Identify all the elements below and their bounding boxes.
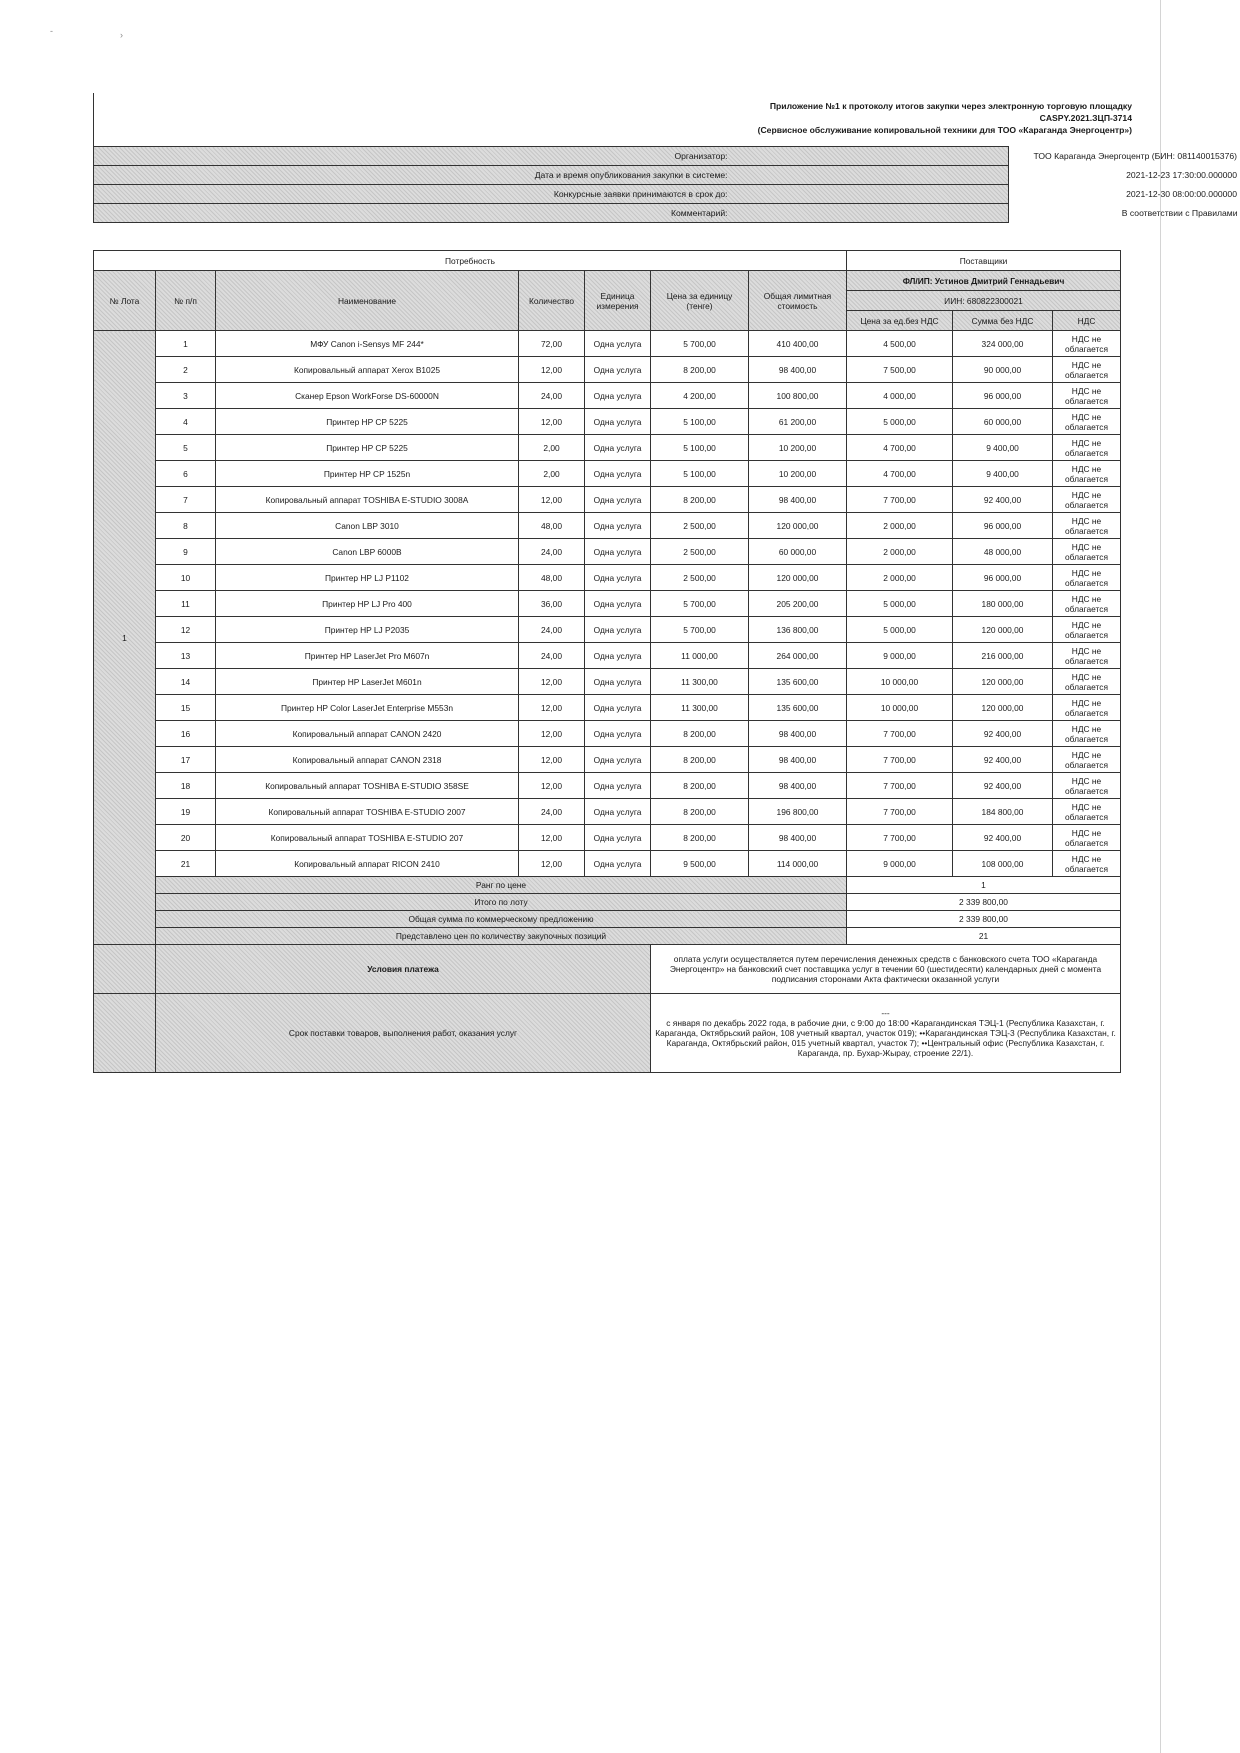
row-total-limit: 264 000,00: [749, 643, 847, 669]
row-unit: Одна услуга: [585, 695, 651, 721]
row-quantity: 24,00: [519, 617, 585, 643]
row-quantity: 12,00: [519, 669, 585, 695]
row-item-name: Копировальный аппарат TOSHIBA E-STUDIO 207: [216, 825, 519, 851]
table-row: [94, 825, 1121, 851]
row-item-name: Принтер HP CP 5225: [216, 409, 519, 435]
row-vat: НДС не облагается: [1053, 747, 1121, 773]
row-vat: НДС не облагается: [1053, 409, 1121, 435]
table-row: [94, 565, 1121, 591]
row-supplier-sum: 92 400,00: [953, 825, 1053, 851]
row-unit: Одна услуга: [585, 383, 651, 409]
table-row: [94, 357, 1121, 383]
row-unit-price: 2 500,00: [651, 539, 749, 565]
suppliers-header: Поставщики: [847, 251, 1121, 271]
row-quantity: 12,00: [519, 487, 585, 513]
row-supplier-sum: 180 000,00: [953, 591, 1053, 617]
blank-cell: [94, 945, 156, 994]
need-header: Потребность: [94, 251, 847, 271]
row-unit: Одна услуга: [585, 773, 651, 799]
row-supplier-price: 2 000,00: [847, 565, 953, 591]
row-number: 21: [156, 851, 216, 877]
row-supplier-price: 4 000,00: [847, 383, 953, 409]
row-total-limit: 205 200,00: [749, 591, 847, 617]
table-row: [94, 383, 1121, 409]
row-vat: НДС не облагается: [1053, 695, 1121, 721]
row-number: 16: [156, 721, 216, 747]
row-supplier-sum: 92 400,00: [953, 721, 1053, 747]
row-number: 12: [156, 617, 216, 643]
row-supplier-price: 7 700,00: [847, 721, 953, 747]
col-vat-header: НДС: [1053, 311, 1121, 331]
title-line-3: (Сервисное обслуживание копировальной техники для ТОО «Караганда Энергоцентр»): [757, 125, 1132, 135]
row-supplier-price: 9 000,00: [847, 643, 953, 669]
row-total-limit: 98 400,00: [749, 721, 847, 747]
row-total-limit: 10 200,00: [749, 435, 847, 461]
table-row: [94, 643, 1121, 669]
row-item-name: Принтер HP LJ Pro 400: [216, 591, 519, 617]
row-quantity: 12,00: [519, 357, 585, 383]
row-quantity: 12,00: [519, 409, 585, 435]
row-number: 7: [156, 487, 216, 513]
row-number: 8: [156, 513, 216, 539]
row-number: 14: [156, 669, 216, 695]
row-unit: Одна услуга: [585, 669, 651, 695]
row-number: 3: [156, 383, 216, 409]
row-unit: Одна услуга: [585, 487, 651, 513]
row-unit: Одна услуга: [585, 851, 651, 877]
info-row: [94, 204, 1240, 223]
row-vat: НДС не облагается: [1053, 565, 1121, 591]
row-supplier-sum: 92 400,00: [953, 487, 1053, 513]
col-qty-header: Количество: [519, 271, 585, 331]
page-edge: [1160, 0, 1161, 1753]
row-unit: Одна услуга: [585, 539, 651, 565]
lot-total-row: [94, 894, 1121, 911]
info-value: 2021-12-30 08:00:00.000000: [1126, 189, 1237, 199]
row-unit-price: 9 500,00: [651, 851, 749, 877]
row-quantity: 24,00: [519, 539, 585, 565]
lot-number: 1: [94, 331, 156, 945]
row-unit-price: 11 300,00: [651, 669, 749, 695]
row-total-limit: 120 000,00: [749, 513, 847, 539]
info-row: [94, 185, 1240, 204]
row-unit: Одна услуга: [585, 799, 651, 825]
row-unit: Одна услуга: [585, 643, 651, 669]
row-unit: Одна услуга: [585, 565, 651, 591]
row-total-limit: 10 200,00: [749, 461, 847, 487]
row-item-name: Принтер HP Color LaserJet Enterprise M553n: [216, 695, 519, 721]
info-label: Комментарий:: [94, 204, 1009, 223]
info-row: [94, 166, 1240, 185]
row-unit-price: 2 500,00: [651, 513, 749, 539]
row-total-limit: 98 400,00: [749, 747, 847, 773]
row-unit: Одна услуга: [585, 357, 651, 383]
row-total-limit: 98 400,00: [749, 357, 847, 383]
row-supplier-sum: 96 000,00: [953, 565, 1053, 591]
row-supplier-sum: 9 400,00: [953, 461, 1053, 487]
row-supplier-price: 7 700,00: [847, 799, 953, 825]
payment-terms-value: оплата услуги осуществляется путем перечисления денежных средств с банковского счета ТОО «Караганда Энергоцентр» на банковский счет поставщика услуг в течении 60 (шестидесяти) календарных дней с момента подписания сторонами Акта фактически оказанной услуги: [651, 945, 1121, 994]
row-item-name: Принтер HP LaserJet M601n: [216, 669, 519, 695]
row-unit-price: 5 700,00: [651, 331, 749, 357]
row-vat: НДС не облагается: [1053, 643, 1121, 669]
table-row: [94, 331, 1121, 357]
info-label: Организатор:: [94, 147, 1009, 166]
row-number: 9: [156, 539, 216, 565]
delivery-terms-cell: [651, 994, 1121, 1073]
row-number: 18: [156, 773, 216, 799]
blank-cell: [94, 994, 156, 1073]
info-label: Конкурсные заявки принимаются в срок до:: [94, 185, 1009, 204]
row-item-name: Принтер HP LaserJet Pro M607n: [216, 643, 519, 669]
row-vat: НДС не облагается: [1053, 617, 1121, 643]
row-number: 20: [156, 825, 216, 851]
table-row: [94, 773, 1121, 799]
row-unit-price: 5 700,00: [651, 591, 749, 617]
row-unit-price: 5 700,00: [651, 617, 749, 643]
row-supplier-sum: 90 000,00: [953, 357, 1053, 383]
row-total-limit: 100 800,00: [749, 383, 847, 409]
row-item-name: Сканер Epson WorkForse DS-60000N: [216, 383, 519, 409]
row-unit: Одна услуга: [585, 825, 651, 851]
table-row: [94, 461, 1121, 487]
row-number: 17: [156, 747, 216, 773]
payment-terms-row: [94, 945, 1121, 994]
table-row: [94, 435, 1121, 461]
row-item-name: Копировальный аппарат TOSHIBA E-STUDIO 2007: [216, 799, 519, 825]
row-unit-price: 8 200,00: [651, 825, 749, 851]
row-item-name: Canon LBP 3010: [216, 513, 519, 539]
row-supplier-sum: 108 000,00: [953, 851, 1053, 877]
row-unit-price: 8 200,00: [651, 799, 749, 825]
row-quantity: 12,00: [519, 851, 585, 877]
row-total-limit: 98 400,00: [749, 773, 847, 799]
positions-count-value: 21: [847, 928, 1121, 945]
row-supplier-sum: 60 000,00: [953, 409, 1053, 435]
row-unit: Одна услуга: [585, 331, 651, 357]
row-number: 2: [156, 357, 216, 383]
row-unit-price: 2 500,00: [651, 565, 749, 591]
title-line-2: CASPY.2021.ЗЦП-3714: [1039, 113, 1132, 123]
table-row: [94, 487, 1121, 513]
table-row: [94, 799, 1121, 825]
row-supplier-price: 4 700,00: [847, 461, 953, 487]
table-row: [94, 617, 1121, 643]
row-vat: НДС не облагается: [1053, 851, 1121, 877]
scan-artifact: -: [50, 26, 53, 36]
row-vat: НДС не облагается: [1053, 539, 1121, 565]
row-vat: НДС не облагается: [1053, 721, 1121, 747]
row-unit: Одна услуга: [585, 721, 651, 747]
row-item-name: Копировальный аппарат TOSHIBA E-STUDIO 3008A: [216, 487, 519, 513]
table-row: [94, 851, 1121, 877]
row-number: 5: [156, 435, 216, 461]
info-value: ТОО Караганда Энергоцентр (БИН: 081140015376): [1033, 151, 1237, 161]
row-supplier-sum: 92 400,00: [953, 773, 1053, 799]
scan-artifact: ›: [120, 30, 123, 40]
row-item-name: Принтер HP LJ P2035: [216, 617, 519, 643]
row-unit: Одна услуга: [585, 617, 651, 643]
row-supplier-price: 4 700,00: [847, 435, 953, 461]
table-row: [94, 591, 1121, 617]
table-row: [94, 513, 1121, 539]
row-supplier-price: 7 700,00: [847, 825, 953, 851]
row-vat: НДС не облагается: [1053, 461, 1121, 487]
row-supplier-price: 9 000,00: [847, 851, 953, 877]
row-vat: НДС не облагается: [1053, 669, 1121, 695]
row-number: 19: [156, 799, 216, 825]
row-supplier-price: 7 500,00: [847, 357, 953, 383]
rank-row: [94, 877, 1121, 894]
row-quantity: 24,00: [519, 383, 585, 409]
row-vat: НДС не облагается: [1053, 331, 1121, 357]
table-row: [94, 669, 1121, 695]
table-row: [94, 747, 1121, 773]
col-supplier-sum-header: Сумма без НДС: [953, 311, 1053, 331]
info-row: [94, 147, 1240, 166]
row-quantity: 48,00: [519, 513, 585, 539]
row-quantity: 36,00: [519, 591, 585, 617]
row-item-name: Копировальный аппарат TOSHIBA E-STUDIO 358SE: [216, 773, 519, 799]
row-item-name: Принтер HP CP 1525n: [216, 461, 519, 487]
row-supplier-sum: 120 000,00: [953, 669, 1053, 695]
table-row: [94, 409, 1121, 435]
row-quantity: 12,00: [519, 773, 585, 799]
table-row: [94, 539, 1121, 565]
results-table: [93, 250, 1121, 1073]
row-item-name: Принтер HP LJ P1102: [216, 565, 519, 591]
row-unit: Одна услуга: [585, 435, 651, 461]
row-unit-price: 5 100,00: [651, 435, 749, 461]
row-vat: НДС не облагается: [1053, 487, 1121, 513]
row-total-limit: 135 600,00: [749, 695, 847, 721]
info-label: Дата и время опубликования закупки в системе:: [94, 166, 1009, 185]
table-row: [94, 695, 1121, 721]
col-name-header: Наименование: [216, 271, 519, 331]
document-title: [560, 100, 1132, 136]
row-vat: НДС не облагается: [1053, 799, 1121, 825]
row-number: 10: [156, 565, 216, 591]
row-supplier-price: 10 000,00: [847, 695, 953, 721]
row-supplier-price: 4 500,00: [847, 331, 953, 357]
row-supplier-sum: 96 000,00: [953, 383, 1053, 409]
row-unit-price: 11 000,00: [651, 643, 749, 669]
table-row: [94, 721, 1121, 747]
positions-count-row: [94, 928, 1121, 945]
row-quantity: 12,00: [519, 721, 585, 747]
row-total-limit: 98 400,00: [749, 487, 847, 513]
row-total-limit: 196 800,00: [749, 799, 847, 825]
row-quantity: 24,00: [519, 799, 585, 825]
row-total-limit: 120 000,00: [749, 565, 847, 591]
row-number: 15: [156, 695, 216, 721]
row-quantity: 2,00: [519, 435, 585, 461]
row-supplier-price: 5 000,00: [847, 409, 953, 435]
row-quantity: 12,00: [519, 695, 585, 721]
row-vat: НДС не облагается: [1053, 773, 1121, 799]
row-supplier-sum: 324 000,00: [953, 331, 1053, 357]
row-supplier-sum: 92 400,00: [953, 747, 1053, 773]
row-quantity: 72,00: [519, 331, 585, 357]
row-supplier-price: 5 000,00: [847, 591, 953, 617]
title-line-1: Приложение №1 к протоколу итогов закупки через электронную торговую площадку: [769, 101, 1132, 111]
row-number: 4: [156, 409, 216, 435]
offer-total-value: 2 339 800,00: [847, 911, 1121, 928]
row-supplier-price: 2 000,00: [847, 539, 953, 565]
row-unit-price: 8 200,00: [651, 747, 749, 773]
row-vat: НДС не облагается: [1053, 435, 1121, 461]
delivery-terms-row: [94, 994, 1121, 1073]
row-supplier-sum: 48 000,00: [953, 539, 1053, 565]
row-vat: НДС не облагается: [1053, 825, 1121, 851]
row-unit-price: 8 200,00: [651, 773, 749, 799]
col-total-header: Общая лимитная стоимость: [749, 271, 847, 331]
row-supplier-price: 7 700,00: [847, 487, 953, 513]
row-item-name: Копировальный аппарат CANON 2420: [216, 721, 519, 747]
col-supplier-price-header: Цена за ед.без НДС: [847, 311, 953, 331]
lot-total-value: 2 339 800,00: [847, 894, 1121, 911]
rank-label: Ранг по цене: [156, 877, 847, 894]
col-unit-header: Единица измерения: [585, 271, 651, 331]
row-supplier-sum: 96 000,00: [953, 513, 1053, 539]
delivery-terms-mark: ---: [881, 1008, 890, 1018]
row-item-name: МФУ Canon i-Sensys MF 244*: [216, 331, 519, 357]
payment-terms-label: Условия платежа: [156, 945, 651, 994]
delivery-terms-label: Срок поставки товаров, выполнения работ, оказания услуг: [156, 994, 651, 1073]
row-supplier-sum: 184 800,00: [953, 799, 1053, 825]
row-unit: Одна услуга: [585, 461, 651, 487]
row-unit: Одна услуга: [585, 591, 651, 617]
offer-total-row: [94, 911, 1121, 928]
row-item-name: Копировальный аппарат CANON 2318: [216, 747, 519, 773]
col-price-header: Цена за единицу (тенге): [651, 271, 749, 331]
row-quantity: 48,00: [519, 565, 585, 591]
row-supplier-sum: 9 400,00: [953, 435, 1053, 461]
row-supplier-price: 7 700,00: [847, 773, 953, 799]
row-total-limit: 60 000,00: [749, 539, 847, 565]
row-quantity: 2,00: [519, 461, 585, 487]
row-vat: НДС не облагается: [1053, 357, 1121, 383]
supplier-name: ФЛ/ИП: Устинов Дмитрий Геннадьевич: [847, 271, 1121, 291]
row-unit: Одна услуга: [585, 747, 651, 773]
positions-count-label: Представлено цен по количеству закупочных позиций: [156, 928, 847, 945]
row-item-name: Копировальный аппарат Xerox B1025: [216, 357, 519, 383]
row-supplier-sum: 120 000,00: [953, 695, 1053, 721]
row-unit-price: 11 300,00: [651, 695, 749, 721]
lot-total-label: Итого по лоту: [156, 894, 847, 911]
procurement-info-table: [93, 146, 1240, 223]
row-supplier-sum: 216 000,00: [953, 643, 1053, 669]
row-total-limit: 114 000,00: [749, 851, 847, 877]
row-item-name: Принтер HP CP 5225: [216, 435, 519, 461]
row-unit-price: 8 200,00: [651, 357, 749, 383]
row-unit-price: 5 100,00: [651, 461, 749, 487]
info-value: В соответствии с Правилами: [1121, 208, 1238, 218]
row-total-limit: 410 400,00: [749, 331, 847, 357]
offer-total-label: Общая сумма по коммерческому предложению: [156, 911, 847, 928]
row-quantity: 12,00: [519, 747, 585, 773]
row-vat: НДС не облагается: [1053, 513, 1121, 539]
row-supplier-price: 2 000,00: [847, 513, 953, 539]
col-lot-header: № Лота: [94, 271, 156, 331]
row-supplier-sum: 120 000,00: [953, 617, 1053, 643]
row-supplier-price: 5 000,00: [847, 617, 953, 643]
row-vat: НДС не облагается: [1053, 383, 1121, 409]
row-unit: Одна услуга: [585, 409, 651, 435]
row-number: 6: [156, 461, 216, 487]
row-total-limit: 135 600,00: [749, 669, 847, 695]
row-supplier-price: 7 700,00: [847, 747, 953, 773]
row-unit-price: 5 100,00: [651, 409, 749, 435]
row-number: 11: [156, 591, 216, 617]
info-value: 2021-12-23 17:30:00.000000: [1126, 170, 1237, 180]
row-item-name: Canon LBP 6000B: [216, 539, 519, 565]
row-number: 13: [156, 643, 216, 669]
col-num-header: № п/п: [156, 271, 216, 331]
row-unit-price: 4 200,00: [651, 383, 749, 409]
rank-value: 1: [847, 877, 1121, 894]
row-item-name: Копировальный аппарат RICON 2410: [216, 851, 519, 877]
row-quantity: 12,00: [519, 825, 585, 851]
row-number: 1: [156, 331, 216, 357]
row-quantity: 24,00: [519, 643, 585, 669]
row-unit-price: 8 200,00: [651, 721, 749, 747]
row-supplier-price: 10 000,00: [847, 669, 953, 695]
delivery-terms-value: с января по декабрь 2022 года, в рабочие дни, с 9:00 до 18:00 •Карагандинская ТЭЦ-1 (Республика Казахстан, г. Караганда, Октябрьский район, 108 учетный квартал, участок 019); ••Карагандинская ТЭЦ-3 (Республика Казахстан, г. Караганда, Октябрьский район, 015 учетный квартал, участок 7); ••Центральный офис (Республика Казахстан, г. Караганда, пр. Бухар-Жырау, строение 22/1).: [655, 1018, 1116, 1058]
row-vat: НДС не облагается: [1053, 591, 1121, 617]
row-total-limit: 98 400,00: [749, 825, 847, 851]
row-total-limit: 61 200,00: [749, 409, 847, 435]
supplier-iin: ИИН: 680822300021: [847, 291, 1121, 311]
row-total-limit: 136 800,00: [749, 617, 847, 643]
row-unit-price: 8 200,00: [651, 487, 749, 513]
row-unit: Одна услуга: [585, 513, 651, 539]
